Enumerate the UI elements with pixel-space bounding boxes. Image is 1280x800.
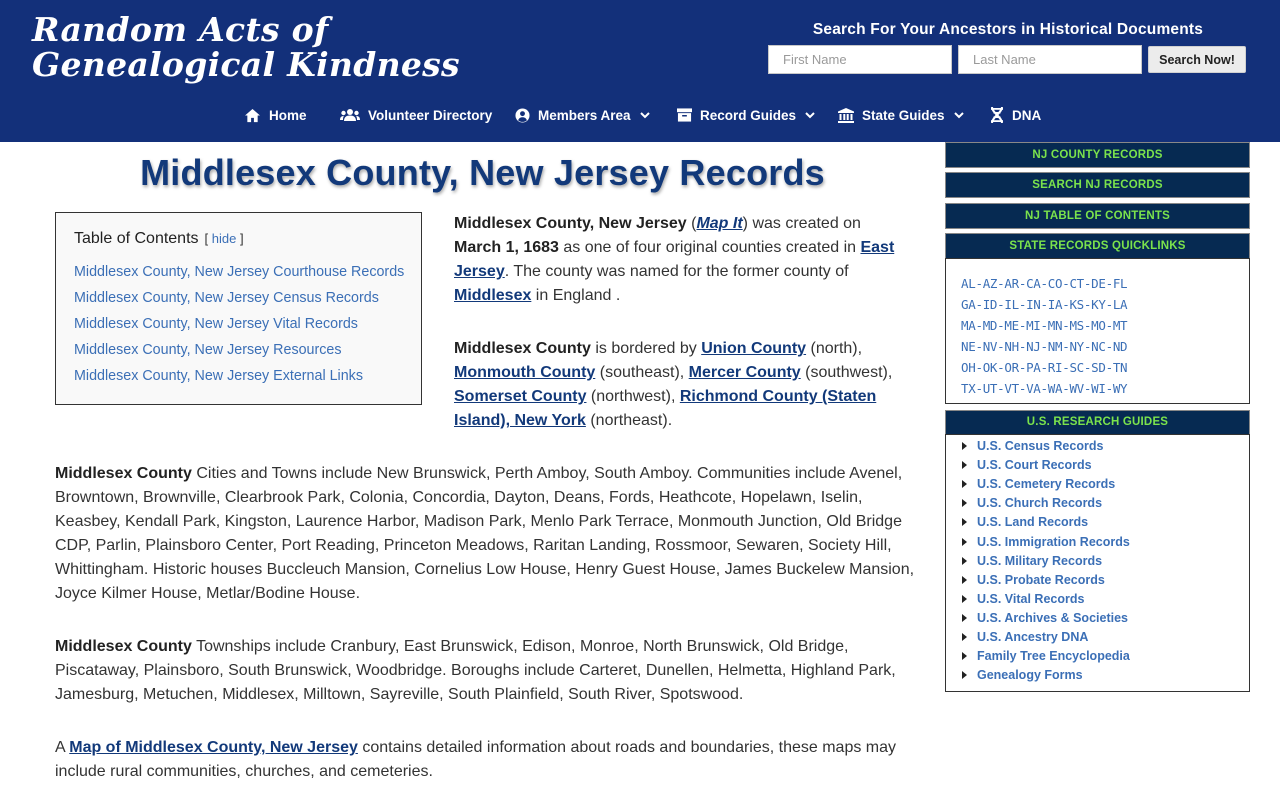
home-icon (244, 108, 261, 123)
borders-paragraph (454, 337, 910, 433)
state-link-fl[interactable]: FL (1112, 276, 1128, 291)
research-guide-label: U.S. Cemetery Records (977, 477, 1116, 492)
text: ( (686, 215, 697, 232)
nj-table-of-contents-button[interactable]: NJ TABLE OF CONTENTS (945, 203, 1250, 229)
text: in England . (531, 287, 621, 304)
map-paragraph (55, 736, 915, 784)
state-separator: - (1018, 339, 1027, 354)
state-link-nj[interactable]: NJ (1026, 339, 1041, 354)
research-guide-label: U.S. Land Records (977, 515, 1089, 530)
text: (southeast), (595, 364, 689, 381)
text: A (55, 739, 70, 756)
toc-title: Table of Contents (74, 230, 199, 247)
creation-date-bold: March 1, 1683 (454, 239, 559, 256)
toc-link-vital[interactable]: Middlesex County, New Jersey Vital Records (74, 316, 358, 332)
caret-right-icon (962, 518, 967, 526)
state-separator: - (1083, 297, 1092, 312)
state-link-ny[interactable]: NY (1069, 339, 1084, 354)
toc-bracket-close: ] (239, 231, 244, 246)
research-guide-item[interactable] (962, 630, 1088, 644)
research-guide-item[interactable] (962, 458, 1092, 472)
state-link-al[interactable]: AL (961, 276, 976, 291)
research-guide-item[interactable] (962, 554, 1102, 568)
state-separator: - (1062, 339, 1070, 354)
text: as one of four original counties created in (558, 239, 861, 256)
chevron-down-icon (640, 112, 650, 119)
research-guide-label: U.S. Archives & Societies (977, 610, 1128, 625)
state-separator: - (975, 297, 983, 312)
state-separator: - (1018, 276, 1027, 291)
state-separator: - (975, 339, 983, 354)
us-research-guides-header: U.S. RESEARCH GUIDES (945, 410, 1250, 435)
state-link-ar[interactable]: AR (1004, 276, 1019, 291)
state-links-row (961, 318, 1127, 333)
state-separator: - (1105, 297, 1113, 312)
state-link-wi[interactable]: WI (1091, 381, 1106, 396)
nav-members-area-label: Members Area (538, 107, 631, 123)
state-separator: - (1040, 276, 1048, 291)
research-guide-item[interactable] (962, 535, 1130, 549)
chevron-down-icon (954, 112, 964, 119)
state-separator: - (975, 381, 983, 396)
text: Townships include Cranbury, East Brunswick, Edison, Monroe, North Brunswick, Old Bridge, Piscataway, Plainsboro, South Brunswick, Woodbridge. Boroughs include Carteret, Dunellen, Helmetta, Highland Park, Jamesburg, Metuchen, Middlesex, Milltown, Sayreville, South Plainfield, South River, Spotswood. (55, 638, 896, 703)
townships-paragraph (55, 635, 915, 707)
state-link-or[interactable]: OR (1004, 360, 1019, 375)
caret-right-icon (962, 442, 967, 450)
nav-record-guides-label: Record Guides (700, 107, 797, 123)
somerset-county-link[interactable]: Somerset County (454, 388, 587, 405)
state-separator: - (1018, 381, 1027, 396)
research-guide-label: U.S. Immigration Records (977, 534, 1130, 549)
toc-link-courthouse[interactable]: Middlesex County, New Jersey Courthouse Records (74, 264, 405, 280)
intro-paragraph (454, 212, 910, 308)
state-separator: - (1040, 297, 1048, 312)
text: (northwest), (586, 388, 680, 405)
state-separator: - (997, 276, 1005, 291)
research-guides-box (945, 434, 1250, 692)
research-guide-item[interactable] (962, 573, 1105, 587)
state-separator: - (997, 381, 1005, 396)
state-link-wv[interactable]: WV (1069, 381, 1084, 396)
last-name-input[interactable] (958, 45, 1142, 74)
state-separator: - (1040, 381, 1048, 396)
state-link-ks[interactable]: KS (1069, 297, 1084, 312)
research-guide-label: U.S. Church Records (977, 496, 1103, 511)
archive-box-icon (677, 108, 692, 122)
county-name-bold: Middlesex County (55, 638, 192, 655)
state-separator: - (1062, 297, 1070, 312)
table-of-contents (55, 212, 422, 405)
research-guide-label: U.S. Vital Records (977, 591, 1085, 606)
page-title: Middlesex County, New Jersey Records (140, 152, 825, 193)
mercer-county-link[interactable]: Mercer County (688, 364, 801, 381)
east-jersey-link[interactable]: East Jersey (454, 239, 895, 280)
research-guide-label: U.S. Ancestry DNA (977, 630, 1089, 644)
state-link-va[interactable]: VA (1026, 381, 1041, 396)
state-links-row (961, 360, 1127, 375)
state-link-wa[interactable]: WA (1047, 381, 1063, 396)
search-nj-records-button[interactable]: SEARCH NJ RECORDS (945, 172, 1250, 198)
caret-right-icon (962, 461, 967, 469)
state-records-quicklinks-header: STATE RECORDS QUICKLINKS (945, 233, 1250, 259)
state-links-row (961, 339, 1127, 354)
state-separator: - (997, 297, 1005, 312)
state-separator: - (1062, 360, 1070, 375)
main-nav (0, 100, 1280, 130)
caret-right-icon (962, 576, 967, 584)
text: . The county was named for the former county of (504, 263, 849, 280)
state-separator: - (1083, 339, 1092, 354)
toc-link-census[interactable]: Middlesex County, New Jersey Census Records (74, 290, 379, 306)
research-guide-item[interactable] (962, 496, 1102, 510)
toc-link-external[interactable]: Middlesex County, New Jersey External Links (74, 368, 363, 384)
toc-hide-link[interactable]: hide (211, 231, 237, 246)
state-link-ct[interactable]: CT (1069, 276, 1084, 291)
nj-county-records-button[interactable]: NJ COUNTY RECORDS (945, 142, 1250, 168)
state-link-sc[interactable]: SC (1069, 360, 1084, 375)
state-link-md[interactable]: MD (982, 318, 998, 333)
state-separator: - (1083, 318, 1092, 333)
caret-right-icon (962, 614, 967, 622)
text: Cities and Towns include New Brunswick, Perth Amboy, South Amboy. Communities include Avenel, Browntown, Brownville, Clearbrook Park, Colonia, Concordia, Dayton, Deans, Fords, Heathcote, Hopelawn, Iselin, Keasbey, Kendall Park, Kingston, Laurence Harbor, Madison Park, Menlo Park Terrace, Monmouth Junction, Old Bridge CDP, Parlin, Plainsboro Center, Port Reading, Princeton Meadows, Raritan Landing, Rossmoor, Sewaren, Society Hill, Whittingham. Historic houses Buccleuch Mansion, Cornelius Low House, Henry Guest House, James Buckelew Mansion, Joyce Kilmer House, Metlar/Bodine House. (55, 465, 915, 602)
state-link-nm[interactable]: NM (1047, 339, 1063, 354)
county-name-bold: Middlesex County (55, 465, 192, 482)
nav-home[interactable] (244, 100, 307, 130)
research-guide-item[interactable] (962, 649, 1130, 663)
state-separator: - (1105, 339, 1113, 354)
state-separator: - (1018, 318, 1027, 333)
county-name-bold: Middlesex County, New Jersey (454, 215, 687, 232)
state-separator: - (1105, 276, 1113, 291)
nav-volunteer-directory-label: Volunteer Directory (368, 107, 493, 123)
toc-header (74, 230, 421, 248)
state-link-pa[interactable]: PA (1026, 360, 1041, 375)
state-link-wy[interactable]: WY (1112, 381, 1128, 396)
caret-right-icon (962, 499, 967, 507)
caret-right-icon (962, 652, 967, 660)
state-link-ut[interactable]: UT (982, 381, 998, 396)
logo-line-2: Genealogical Kindness (32, 45, 460, 84)
state-separator: - (1062, 318, 1070, 333)
research-guide-label: U.S. Court Records (977, 458, 1092, 473)
caret-right-icon (962, 633, 967, 641)
caret-right-icon (962, 538, 967, 546)
nav-state-guides[interactable] (838, 100, 964, 130)
state-separator: - (1083, 276, 1092, 291)
state-separator: - (1105, 360, 1113, 375)
state-links-row (961, 276, 1127, 291)
state-separator: - (1040, 360, 1048, 375)
nav-record-guides[interactable] (677, 100, 815, 130)
monmouth-county-link[interactable]: Monmouth County (454, 364, 596, 381)
state-link-co[interactable]: CO (1047, 276, 1063, 291)
state-link-nc[interactable]: NC (1091, 339, 1106, 354)
state-links-row (961, 297, 1127, 312)
state-separator: - (1040, 339, 1048, 354)
union-county-link[interactable]: Union County (701, 340, 807, 357)
state-link-ok[interactable]: OK (982, 360, 998, 375)
research-guide-item[interactable] (962, 592, 1084, 606)
users-icon (340, 108, 360, 122)
caret-right-icon (962, 671, 967, 679)
state-link-de[interactable]: DE (1091, 276, 1106, 291)
state-separator: - (997, 360, 1005, 375)
nav-dna[interactable] (990, 100, 1041, 130)
nav-volunteer-directory[interactable] (340, 100, 492, 130)
caret-right-icon (962, 595, 967, 603)
state-separator: - (1083, 381, 1092, 396)
county-name-bold: Middlesex County (454, 340, 591, 357)
text: (northeast). (585, 412, 673, 429)
nav-dna-label: DNA (1012, 107, 1042, 123)
state-link-ri[interactable]: RI (1047, 360, 1063, 375)
state-link-mn[interactable]: MN (1047, 318, 1063, 333)
state-separator: - (1083, 360, 1092, 375)
map-it-link[interactable]: Map It (696, 215, 743, 232)
state-link-oh[interactable]: OH (961, 360, 976, 375)
toc-bracket-open: [ (204, 231, 209, 246)
research-guide-label: U.S. Census Records (977, 439, 1104, 453)
nav-home-label: Home (269, 107, 307, 123)
state-link-ia[interactable]: IA (1047, 297, 1063, 312)
state-link-nd[interactable]: ND (1112, 339, 1128, 354)
richmond-county-link[interactable]: Richmond County (Staten Island), New York (454, 388, 877, 429)
research-guide-label: U.S. Probate Records (977, 572, 1105, 587)
site-logo[interactable] (32, 12, 460, 82)
state-link-ma[interactable]: MA (961, 318, 976, 333)
state-link-me[interactable]: ME (1004, 318, 1019, 333)
user-circle-icon (515, 108, 530, 123)
chevron-down-icon (805, 112, 815, 119)
state-separator: - (975, 360, 983, 375)
research-guide-item[interactable] (962, 439, 1103, 453)
state-separator: - (1105, 318, 1113, 333)
state-link-nh[interactable]: NH (1004, 339, 1019, 354)
state-link-id[interactable]: ID (982, 297, 998, 312)
search-title: Search For Your Ancestors in Historical Documents (812, 21, 1204, 38)
state-link-ga[interactable]: GA (961, 297, 976, 312)
state-link-il[interactable]: IL (1004, 297, 1019, 312)
research-guide-label: Genealogy Forms (977, 668, 1083, 683)
nav-state-guides-label: State Guides (862, 107, 945, 123)
research-guide-item[interactable] (962, 515, 1088, 529)
text: ) was created on (742, 215, 861, 232)
state-separator: - (1040, 318, 1048, 333)
state-separator: - (1018, 360, 1027, 375)
state-separator: - (1062, 381, 1070, 396)
state-link-ca[interactable]: CA (1026, 276, 1041, 291)
middlesex-link[interactable]: Middlesex (454, 287, 532, 304)
state-links-row (961, 381, 1127, 396)
state-link-in[interactable]: IN (1026, 297, 1041, 312)
caret-right-icon (962, 480, 967, 488)
state-separator: - (997, 339, 1005, 354)
toc-link-resources[interactable]: Middlesex County, New Jersey Resources (74, 342, 342, 358)
state-separator: - (1062, 276, 1070, 291)
cities-paragraph (55, 462, 915, 606)
logo-line-1: Random Acts of (32, 10, 329, 49)
text: is bordered by (590, 340, 702, 357)
toc-hide-control (205, 231, 244, 246)
state-quicklinks-box (945, 258, 1250, 404)
state-separator: - (1018, 297, 1027, 312)
research-guide-item[interactable] (962, 477, 1115, 491)
text: (north), (806, 340, 863, 357)
caret-right-icon (962, 557, 967, 565)
research-guide-item[interactable] (962, 611, 1128, 625)
landmark-icon (838, 108, 854, 123)
state-link-mo[interactable]: MO (1091, 318, 1106, 333)
state-link-ne[interactable]: NE (961, 339, 976, 354)
state-link-tn[interactable]: TN (1112, 360, 1128, 375)
state-separator: - (975, 276, 983, 291)
text: (southwest), (800, 364, 893, 381)
state-link-mi[interactable]: MI (1026, 318, 1041, 333)
state-link-az[interactable]: AZ (982, 276, 998, 291)
state-link-la[interactable]: LA (1112, 297, 1128, 312)
dna-icon (990, 107, 1004, 123)
search-now-button[interactable]: Search Now! (1148, 46, 1246, 73)
state-link-nv[interactable]: NV (982, 339, 998, 354)
research-guide-item[interactable] (962, 668, 1083, 682)
state-link-sd[interactable]: SD (1091, 360, 1106, 375)
text: contains detailed information about roads and boundaries, these maps may include rural communities, churches, and cemeteries. (55, 739, 897, 780)
state-link-ky[interactable]: KY (1091, 297, 1106, 312)
county-map-link[interactable]: Map of Middlesex County, New Jersey (69, 739, 358, 756)
state-link-mt[interactable]: MT (1112, 318, 1128, 333)
state-link-vt[interactable]: VT (1004, 381, 1019, 396)
state-link-ms[interactable]: MS (1069, 318, 1084, 333)
state-separator: - (975, 318, 983, 333)
nav-members-area[interactable] (515, 100, 650, 130)
research-guide-label: U.S. Military Records (977, 553, 1103, 568)
site-header (0, 0, 1280, 142)
state-link-tx[interactable]: TX (961, 381, 976, 396)
state-separator: - (1105, 381, 1113, 396)
first-name-input[interactable] (768, 45, 952, 74)
research-guide-label: Family Tree Encyclopedia (977, 649, 1130, 664)
state-separator: - (997, 318, 1005, 333)
